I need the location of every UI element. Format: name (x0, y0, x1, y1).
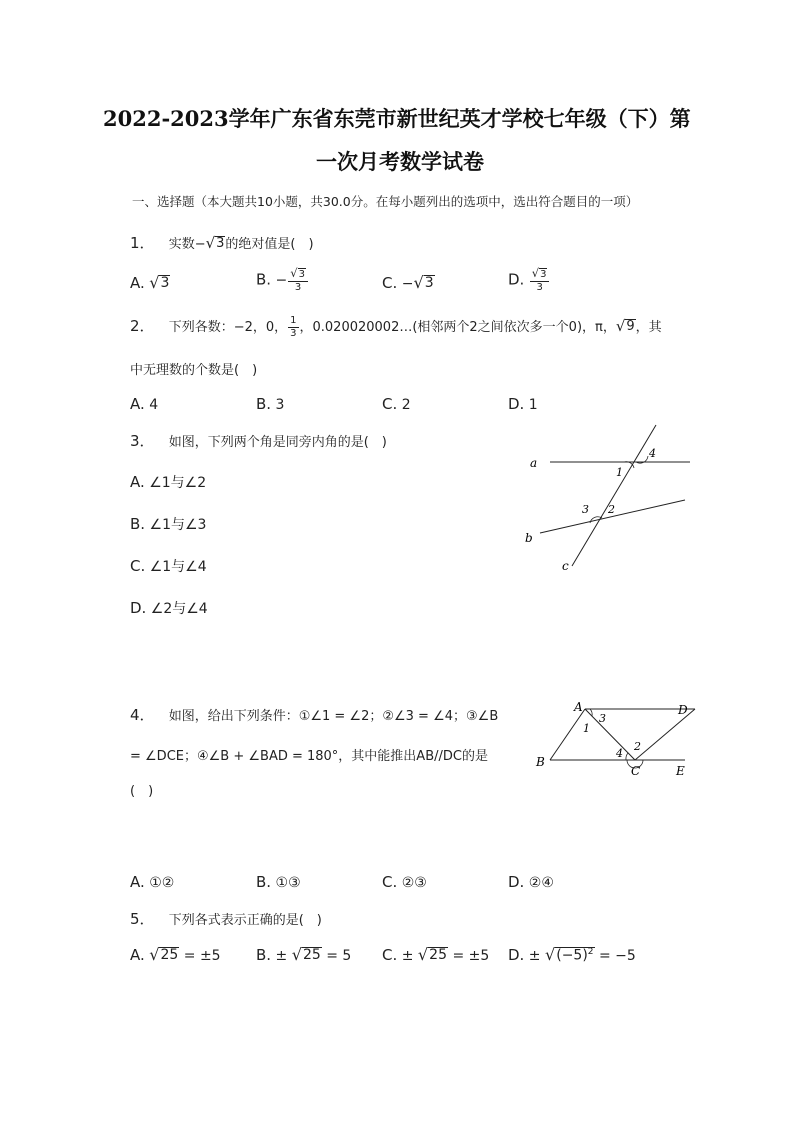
fraction: $\frac{1}{3}$ (290, 315, 297, 339)
question-number: 4． (130, 706, 155, 724)
page-title-line1: 2022-2023学年广东省东莞市新世纪英才学校七年级（下）第 (103, 106, 691, 131)
section-heading: 一、选择题（本大题共10小题，共30.0分。在每小题列出的选项中，选出符合题目的一项） (132, 194, 639, 209)
question-stem: 实数 (168, 237, 195, 252)
fraction: √ 3 3 (288, 268, 308, 293)
option-c[interactable]: C. ± √ 25 = ±5 (382, 945, 490, 964)
option-b[interactable]: B. − √ 3 3 (256, 268, 309, 293)
label-D: D (678, 703, 688, 717)
question-stem-tail: 的绝对值是( ) (225, 237, 314, 252)
option-c[interactable]: C. ∠1与∠4 (130, 557, 207, 575)
option-c[interactable]: C. ②③ (382, 873, 427, 891)
question-stem-tail: ，其 (635, 320, 662, 335)
label-2: 2 (634, 740, 641, 753)
question-3 (130, 430, 387, 451)
option-a[interactable]: A. ①② (130, 873, 175, 891)
question-1 (130, 232, 314, 253)
label-C: C (631, 764, 641, 778)
parallelogram-figure (530, 695, 720, 785)
label-4: 4 (649, 447, 656, 460)
question-number: 2． (130, 317, 155, 335)
question-4 (130, 704, 498, 725)
option-b[interactable]: B. ①③ (256, 873, 301, 891)
option-a[interactable]: A. √ 3 (130, 273, 170, 292)
question-number: 5． (130, 910, 155, 928)
label-c: c (562, 559, 569, 573)
question-number: 3． (130, 432, 155, 450)
option-b[interactable]: B. 3 (256, 395, 285, 413)
option-d[interactable]: D. ②④ (508, 873, 554, 891)
question-stem: 如图，给出下列条件：①∠1 = ∠2；②∠3 = ∠4；③∠B (168, 709, 499, 724)
label-B: B (536, 755, 545, 769)
transversal-figure (520, 420, 700, 580)
sqrt-expression: √ 3 (149, 273, 170, 292)
question-4-line3: ( ) (130, 784, 154, 799)
option-b[interactable]: B. ± √ 25 = 5 (256, 945, 352, 964)
label-A: A (574, 700, 583, 714)
option-d[interactable]: D. 1 (508, 395, 538, 413)
line-c (572, 425, 656, 566)
option-b[interactable]: B. ∠1与∠3 (130, 515, 207, 533)
fraction: √ 3 3 (530, 268, 550, 293)
option-c[interactable]: C. 2 (382, 395, 411, 413)
page-title-line2: 一次月考数学试卷 (316, 149, 484, 174)
label-2: 2 (608, 503, 615, 516)
question-stem: 下列各数：−2，0， (168, 320, 288, 335)
question-2-line2: 中无理数的个数是( ) (130, 363, 258, 378)
option-d[interactable]: D. ∠2与∠4 (130, 599, 208, 617)
segment-ab (550, 709, 585, 760)
option-d[interactable]: D. √ 3 3 (508, 268, 550, 293)
minus-sign: − (194, 237, 206, 252)
question-number: 1． (130, 234, 155, 252)
option-c[interactable]: C. − √ 3 (382, 273, 434, 292)
option-a[interactable]: A. √ 25 = ±5 (130, 945, 221, 964)
angle-4-arc (626, 753, 628, 760)
question-stem-mid: ，0.020020002…(相邻两个2之间依次多一个0)，π， (299, 320, 616, 335)
question-4-line2: = ∠DCE；④∠B + ∠BAD = 180°，其中能推出AB//DC的是 (130, 749, 488, 764)
label-3: 3 (599, 712, 606, 725)
question-stem: 下列各式表示正确的是( ) (168, 913, 322, 928)
label-4: 4 (616, 747, 623, 760)
option-d[interactable]: D. ± √ $(-5)^2$ = −5 (508, 945, 636, 964)
label-3: 3 (582, 503, 589, 516)
option-a[interactable]: A. 4 (130, 395, 159, 413)
sqrt-expression: √ 9 (615, 317, 635, 335)
label-1: 1 (616, 466, 623, 479)
label-b: b (525, 531, 533, 545)
label-a: a (530, 456, 538, 470)
option-a[interactable]: A. ∠1与∠2 (130, 473, 207, 491)
label-E: E (676, 764, 685, 778)
question-2 (130, 315, 662, 339)
sqrt-expression: √ 3 (205, 234, 225, 252)
segment-ac (585, 709, 635, 760)
question-stem: 如图，下列两个角是同旁内角的是( ) (168, 435, 387, 450)
question-5 (130, 908, 322, 929)
label-1: 1 (583, 722, 590, 735)
angle-1-arc (624, 462, 634, 468)
